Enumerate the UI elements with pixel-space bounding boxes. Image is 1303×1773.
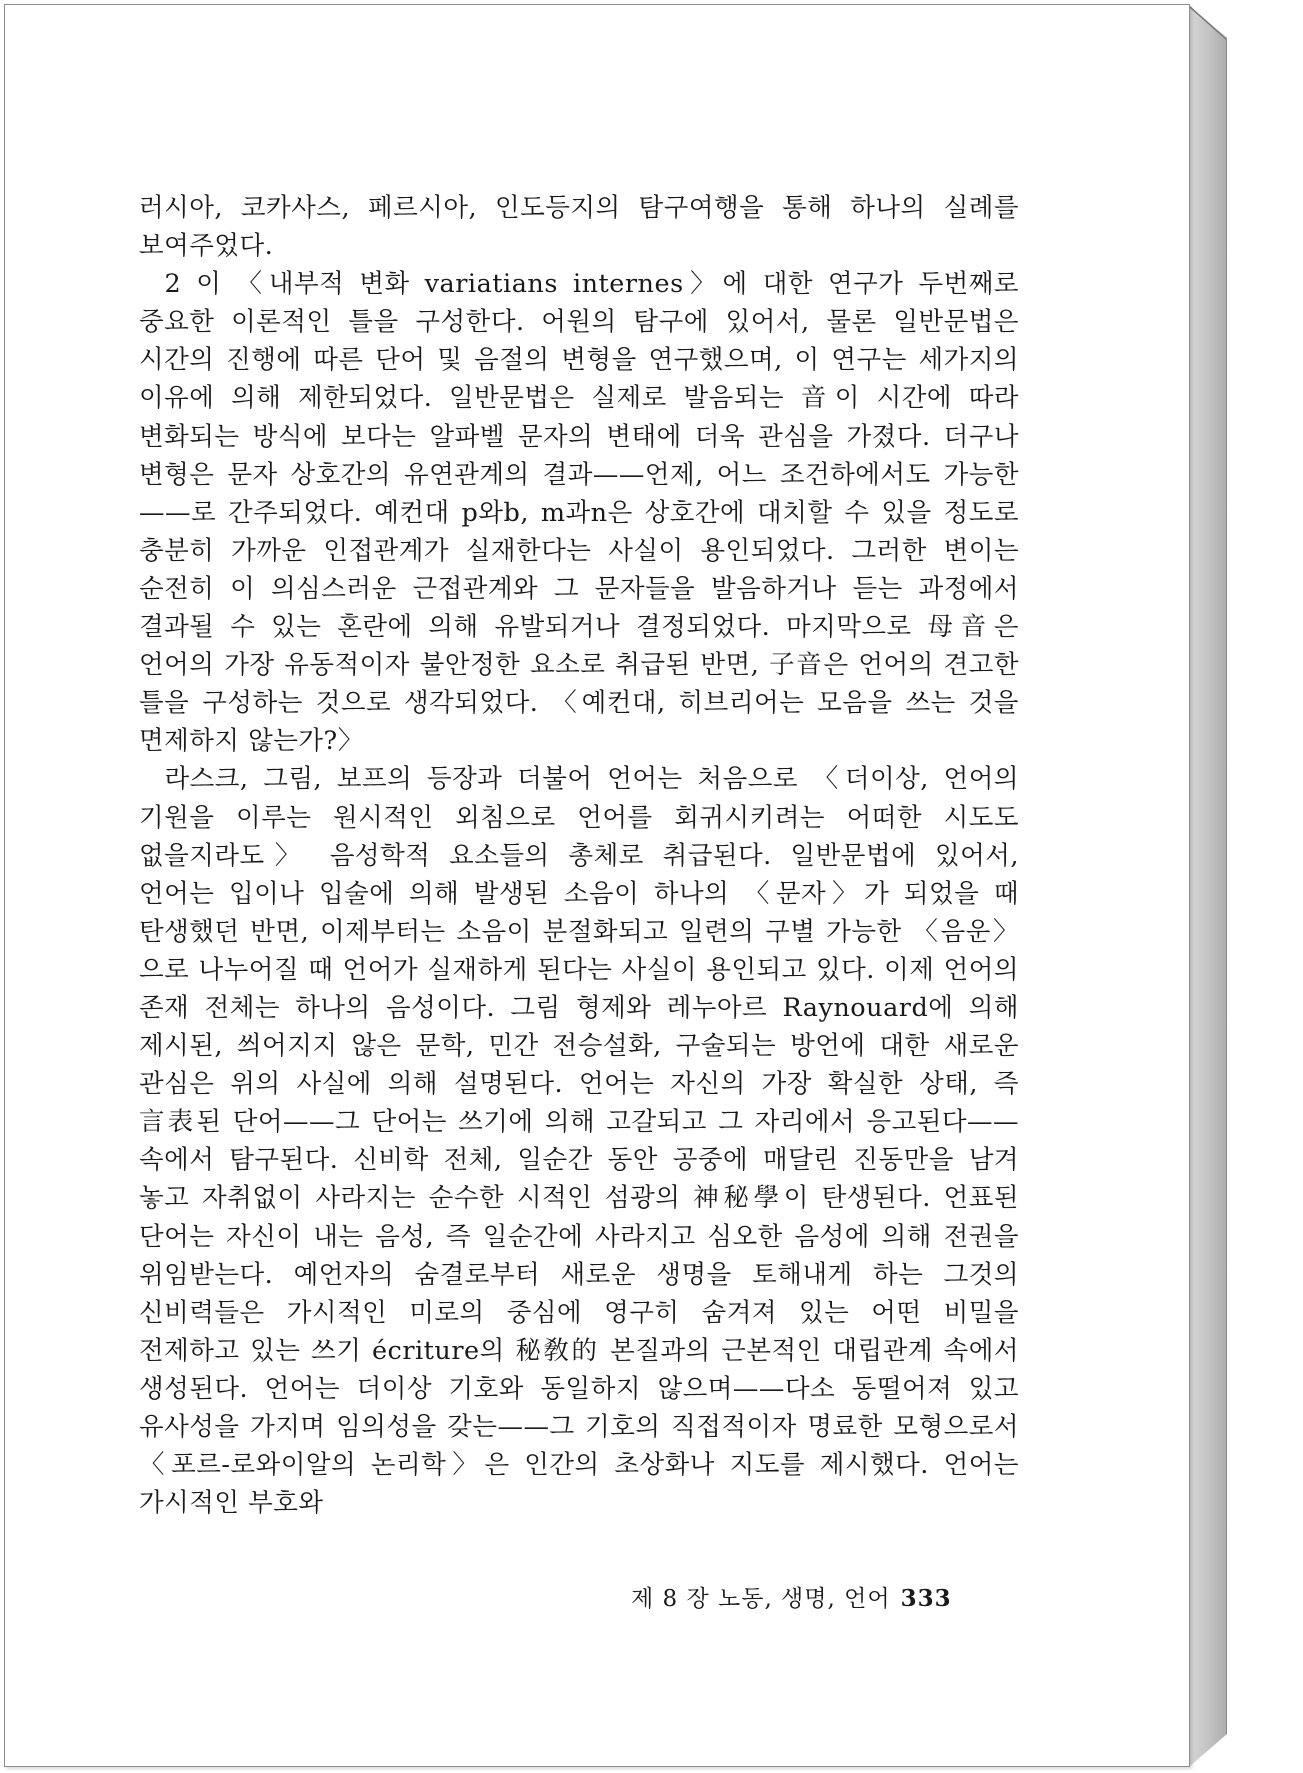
body-text bbox=[139, 189, 1019, 1522]
paragraph-2: 2 이 〈내부적 변화 variatians internes〉에 대한 연구가 두번째로 중요한 이론적인 틀을 구성한다. 어원의 탐구에 있어서, 물론 일반문법은 시간의 진행에 따른 단어 및 음절의 변형을 연구했으며, 이 연구는 세가지의 이유에 의해 제한되었다. 일반문법은 실제로 발음되는 音이 시간에 따라 변화되는 방식에 보다는 알파벨 문자의 변태에 더욱 관심을 가졌다. 더구나 변형은 문자 상호간의 유연관계의 결과——언제, 어느 조건하에서도 가능한——로 간주되었다. 예컨대 p와b, m과n은 상호간에 대치할 수 있을 정도로 충분히 가까운 인접관계가 실재한다는 사실이 용인되었다. 그러한 변이는 순전히 이 의심스러운 근접관계와 그 문자들을 발음하거나 듣는 과정에서 결과될 수 있는 혼란에 의해 유발되거나 결정되었다. 마지막으로 母音은 언어의 가장 유동적이자 불안정한 요소로 취급된 반면, 子音은 언어의 견고한 틀을 구성하는 것으로 생각되었다. 〈예컨대, 히브리어는 모음을 쓰는 것을 면제하지 않는가?〉 bbox=[139, 269, 1019, 757]
page-stack-edge bbox=[1190, 6, 1227, 1766]
running-footer bbox=[631, 1580, 1021, 1613]
paragraph-3: 라스크, 그림, 보프의 등장과 더불어 언어는 처음으로 〈더이상, 언어의 기원을 이루는 원시적인 외침으로 언어를 회귀시키려는 어떠한 시도도 없을지라도〉 음성학적 요소들의 총체로 취급된다. 일반문법에 있어서, 언어는 입이나 입술에 의해 발생된 소음이 하나의 〈문자〉가 되었을 때 탄생했던 반면, 이제부터는 소음이 분절화되고 일련의 구별 가능한 〈음운〉으로 나누어질 때 언어가 실재하게 된다는 사실이 용인되고 있다. 이제 언어의 존재 전체는 하나의 음성이다. 그림 형제와 레누아르 Raynouard에 의해 제시된, 씌어지지 않은 문학, 민간 전승설화, 구술되는 방언에 대한 새로운 관심은 위의 사실에 의해 설명된다. 언어는 자신의 가장 확실한 상태, 즉 言表된 단어——그 단어는 쓰기에 의해 고갈되고 그 자리에서 응고된다——속에서 탐구된다. 신비학 전체, 일순간 동안 공중에 매달린 진동만을 남겨 놓고 자취없이 사라지는 순수한 시적인 섬광의 神秘學이 탄생된다. 언표된 단어는 자신이 내는 음성, 즉 일순간에 사라지고 심오한 음성에 의해 전권을 위임받는다. 예언자의 숨결로부터 새로운 생명을 토해내게 하는 그것의 신비력들은 가시적인 미로의 중심에 영구히 숨겨져 있는 어떤 비밀을 전제하고 있는 쓰기 écriture의 秘敎的 본질과의 근본적인 대립관계 속에서 생성된다. 언어는 더이상 기호와 동일하지 않으며——다소 동떨어져 있고 유사성을 가지며 임의성을 갖는——그 기호의 직접적이자 명료한 모형으로서 〈포르-로와이알의 논리학〉은 인간의 초상화나 지도를 제시했다. 언어는 가시적인 부호와 bbox=[139, 764, 1019, 1519]
paragraph-1: 러시아, 코카사스, 페르시아, 인도등지의 탐구여행을 통해 하나의 실례를 보여주었다. bbox=[139, 193, 1019, 262]
chapter-title: 제 8 장 노동, 생명, 언어 bbox=[631, 1586, 891, 1612]
page-number: 333 bbox=[900, 1585, 952, 1612]
